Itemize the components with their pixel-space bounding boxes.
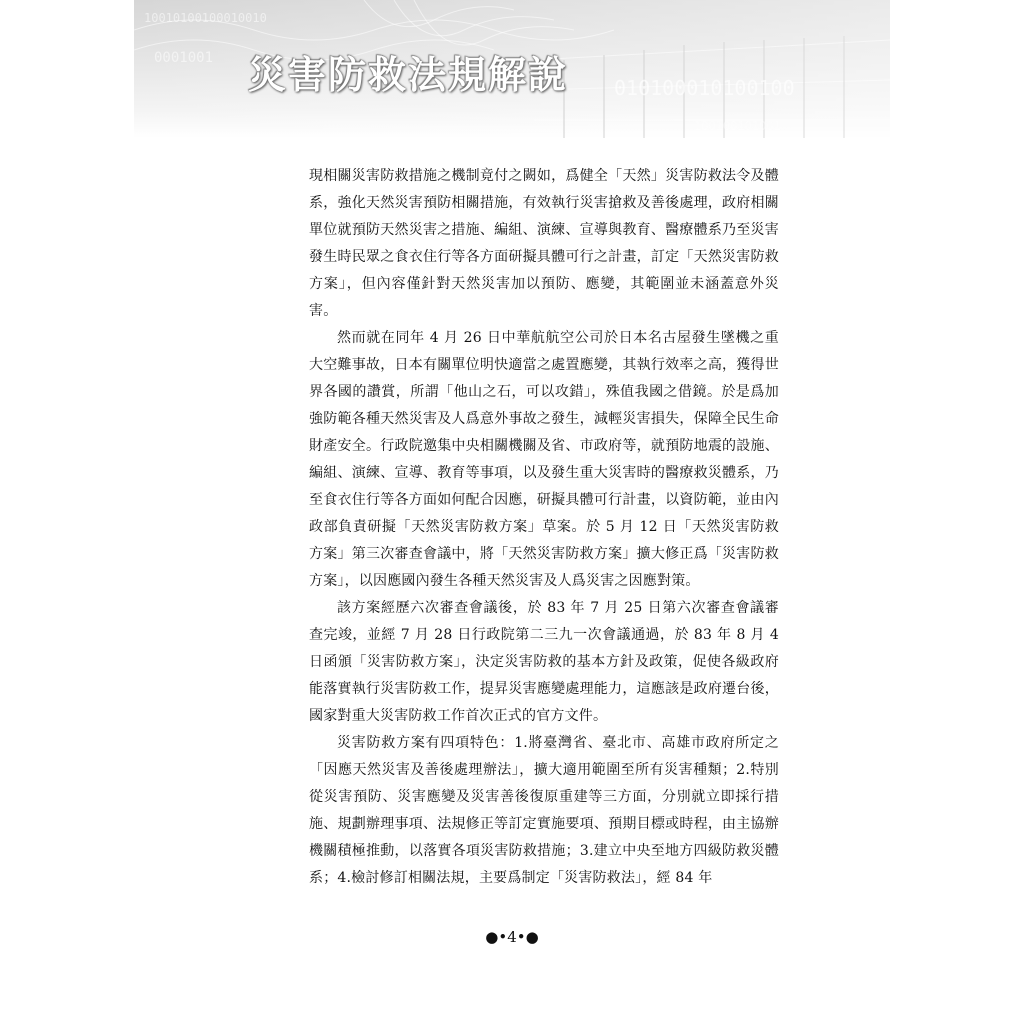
body-text	[309, 163, 779, 892]
page-number: ●•4•●	[485, 928, 539, 946]
paragraph-3: 該方案經歷六次審查會議後，於 83 年 7 月 25 日第六次審查會議審查完竣，並經 7 月 28 日行政院第二三九一次會議通過，於 83 年 8 月 4 日函頒「災害防救方案」，決定災害防救的基本方針及政策，促使各級政府能落實執行災害防救工作，提昇災害應變處理能力，這應該是政府遷台後，國家對重大災害防救工作首次正式的官方文件。	[309, 600, 779, 724]
paragraph-4: 災害防救方案有四項特色：1.將臺灣省、臺北市、高雄市政府所定之「因應天然災害及善後處理辦法」，擴大適用範圍至所有災害種類；2.特別從災害預防、災害應變及災害善後復原重建等三方面，分別就立即採行措施、規劃辦理事項、法規修正等訂定實施要項、預期目標或時程，由主協辦機關積極推動，以落實各項災害防救措施；3.建立中央至地方四級防救災體系；4.檢討修訂相關法規，主要爲制定「災害防救法」，經 84 年	[309, 735, 779, 886]
paragraph-2: 然而就在同年 4 月 26 日中華航航空公司於日本名古屋發生墜機之重大空難事故，日本有關單位明快適當之處置應變，其執行效率之高，獲得世界各國的讚賞，所謂「他山之石，可以攻錯」，殊值我國之借鏡。於是爲加強防範各種天然災害及人爲意外事故之發生，減輕災害損失，保障全民生命財產安全。行政院邀集中央相關機關及省、市政府等，就預防地震的設施、編組、演練、宣導、教育等事項，以及發生重大災害時的醫療救災體系，乃至食衣住行等各方面如何配合因應，研擬具體可行計畫，以資防範，並由內政部負責研擬「天然災害防救方案」草案。於 5 月 12 日「天然災害防救方案」第三次審查會議中，將「天然災害防救方案」擴大修正爲「災害防救方案」，以因應國內發生各種天然災害及人爲災害之因應對策。	[309, 330, 779, 589]
paragraph-1: 現相關災害防救措施之機制竟付之闕如，爲健全「天然」災害防救法令及體系，強化天然災害預防相關措施，有效執行災害搶救及善後處理，政府相關單位就預防天然災害之措施、編組、演練、宣導與教育、醫療體系乃至災害發生時民眾之食衣住行等各方面研擬具體可行之計畫，訂定「天然災害防救方案」，但內容僅針對天然災害加以預防、應變，其範圍並未涵蓋意外災害。	[309, 168, 779, 319]
chapter-header-title: 災害防救法規解說	[248, 52, 569, 97]
